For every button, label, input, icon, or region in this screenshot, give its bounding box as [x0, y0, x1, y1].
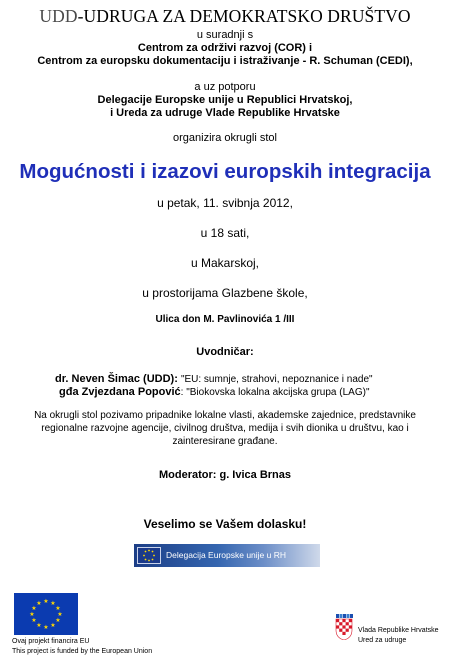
hr-caption-office: Ured za udruge [358, 637, 407, 644]
svg-text:★: ★ [29, 611, 35, 618]
eu-flag-logo [14, 593, 78, 635]
speaker-item [55, 373, 415, 386]
cooperation-line: u suradnji s [196, 29, 254, 41]
speaker-list [55, 373, 415, 399]
event-date: u petak, 11. svibnja 2012, [157, 196, 293, 210]
hr-caption-government: Vlada Republike Hrvatske [358, 627, 439, 634]
support-eu-delegation: Delegacije Europske unije u Republici Hrvatskoj, [97, 94, 353, 106]
svg-text:★: ★ [43, 598, 49, 605]
eu-flag-icon [137, 547, 161, 564]
speaker-name: dr. Neven Šimac (UDD): [55, 373, 178, 385]
welcome-message: Veselimo se Vašem dolasku! [143, 517, 307, 531]
organizer-title [0, 6, 450, 26]
speaker-name: gđa Zvjezdana Popović [59, 386, 181, 398]
hr-government-caption [358, 626, 439, 646]
organizer-abbr: UDD [39, 6, 78, 26]
partner-cedi: Centrom za europsku dokumentaciju i istraživanje - R. Schuman (CEDI), [37, 55, 413, 67]
eu-caption-en: This project is funded by the European Union [12, 648, 153, 655]
eu-delegation-banner [134, 544, 320, 567]
moderator: Moderator: g. Ivica Brnas [158, 469, 292, 481]
event-time: u 18 sati, [200, 226, 250, 240]
support-office: i Ureda za udruge Vlade Republike Hrvatske [110, 107, 340, 119]
event-title: Mogućnosti i izazovi europskih integracija [19, 160, 431, 183]
eu-funding-caption [12, 637, 152, 657]
speaker-item [55, 386, 415, 399]
speaker-topic: : "Biokovska lokalna akcijska grupa (LAG)" [180, 387, 370, 398]
support-line: a uz potporu [194, 81, 256, 93]
organizer-name: -UDRUGA ZA DEMOKRATSKO DRUŠTVO [77, 6, 411, 26]
svg-text:★: ★ [36, 622, 42, 629]
svg-text:★: ★ [55, 617, 61, 624]
invitation-line-2: regionalne razvojne agencije, civilnog društva, medija i svih dionika u društvu, kao i [41, 423, 409, 434]
event-city: u Makarskoj, [190, 256, 260, 270]
invitation-line-1: Na okrugli stol pozivamo pripadnike lokalne vlasti, akademske zajednice, predstavnike [34, 410, 416, 421]
svg-text:★: ★ [55, 605, 61, 612]
banner-text: Delegacija Europske unije u RH [166, 550, 287, 560]
invitation-line-3: zainteresirane građane. [172, 436, 278, 447]
speaker-topic: "EU: sumnje, strahovi, nepoznanice i nade" [180, 374, 373, 385]
svg-text:★: ★ [57, 611, 63, 618]
partner-cor: Centrom za održivi razvoj (COR) i [137, 42, 313, 54]
svg-text:★: ★ [31, 617, 37, 624]
svg-text:★: ★ [31, 605, 37, 612]
svg-text:★: ★ [36, 600, 42, 607]
eu-caption-hr: Ovaj projekt financira EU [12, 638, 90, 645]
speakers-heading: Uvodničar: [196, 346, 254, 358]
croatian-coat-of-arms-icon [334, 614, 354, 640]
svg-text:★: ★ [50, 622, 56, 629]
svg-text:★: ★ [43, 624, 49, 631]
svg-text:★: ★ [50, 600, 56, 607]
organizes-line: organizira okrugli stol [173, 132, 277, 144]
event-address: Ulica don M. Pavlinovića 1 /III [155, 314, 295, 325]
event-venue: u prostorijama Glazbene škole, [142, 286, 308, 300]
